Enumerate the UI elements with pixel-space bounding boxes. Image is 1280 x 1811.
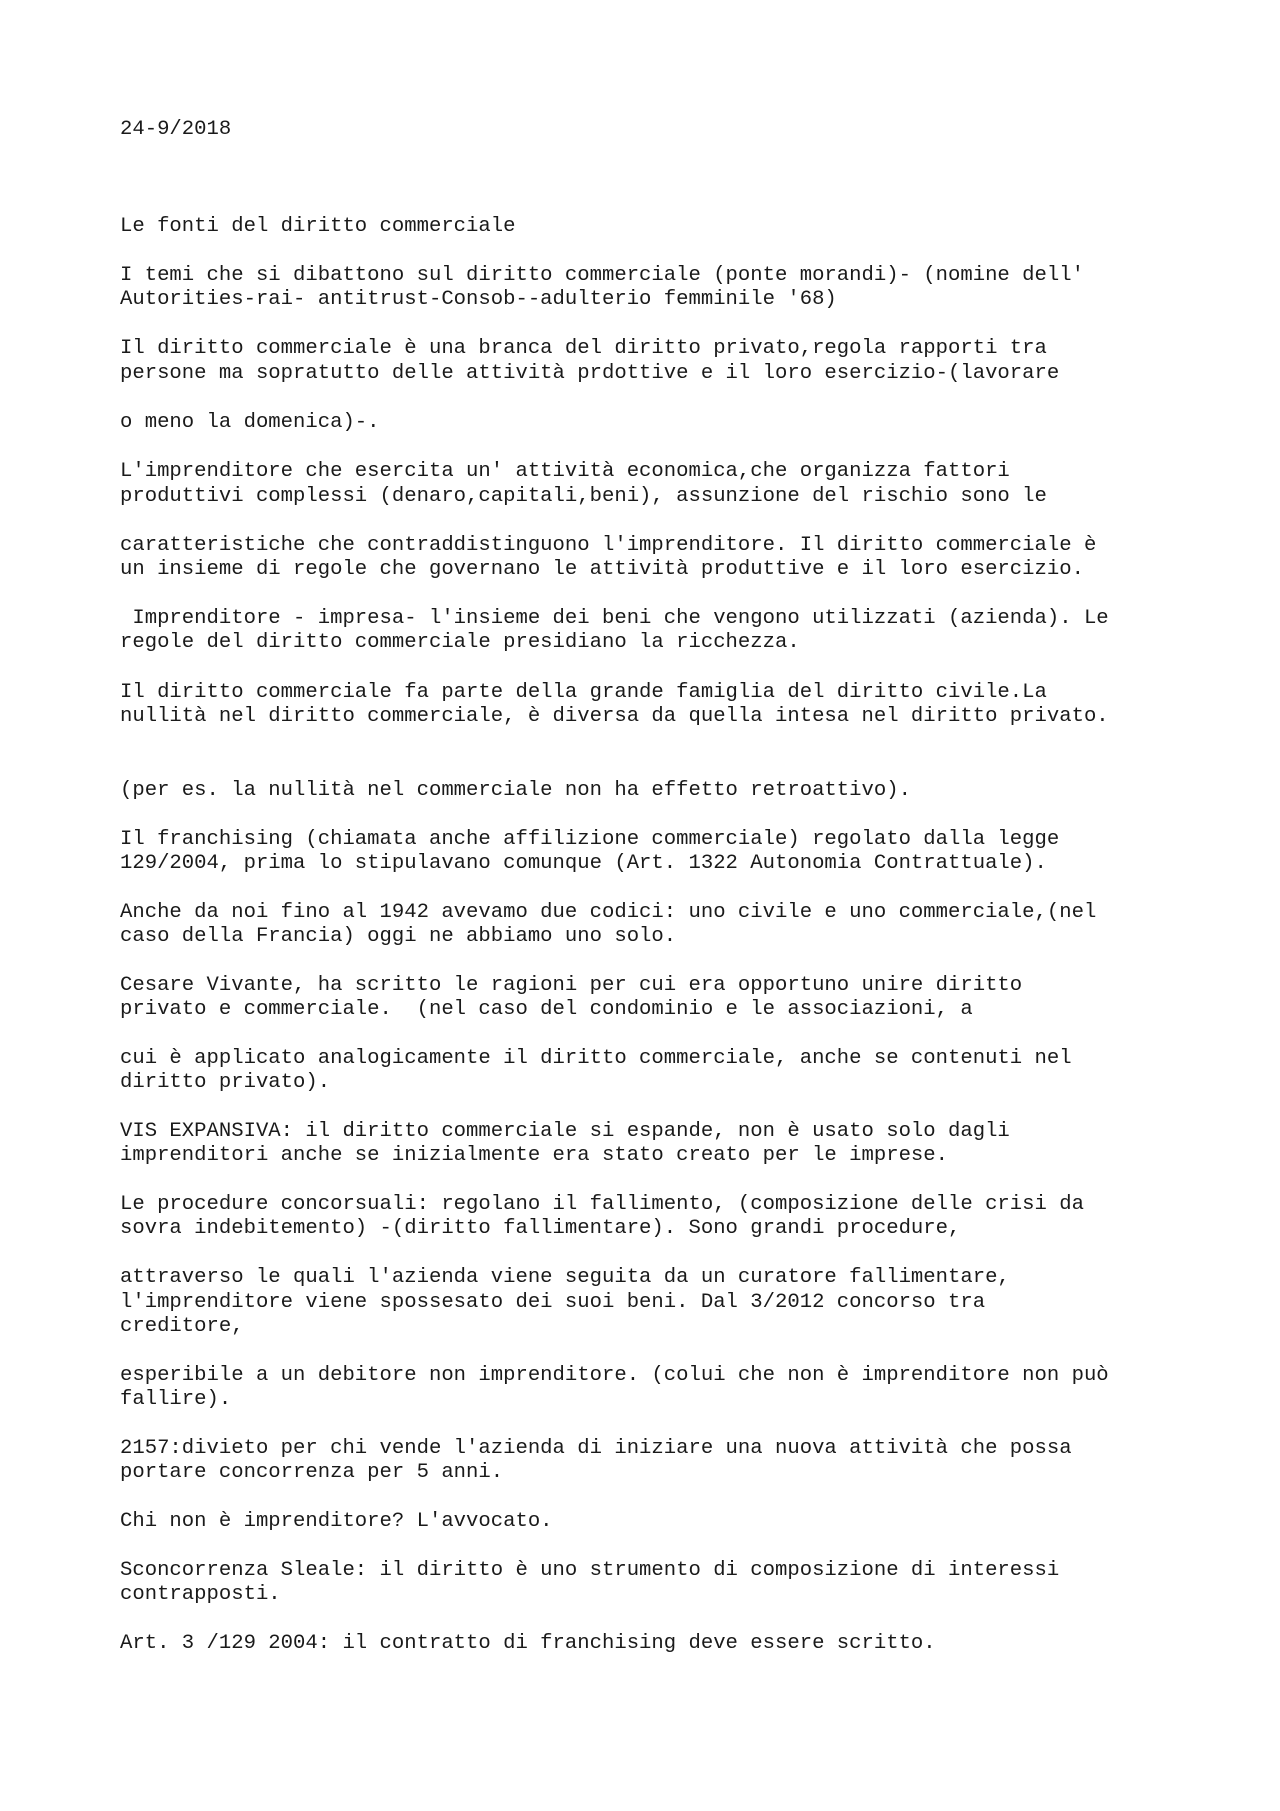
text-line: (per es. la nullità nel commerciale non ha effetto retroattivo).	[120, 779, 911, 802]
document-date: 24-9/2018	[120, 118, 232, 141]
text-line: Chi non è imprenditore? L'avvocato.	[120, 1510, 553, 1533]
text-line: portare concorrenza per 5 anni.	[120, 1461, 504, 1484]
text-line: imprenditori anche se inizialmente era stato creato per le imprese.	[120, 1144, 949, 1167]
text-line: sovra indebitemento) -(diritto fallimentare). Sono grandi procedure,	[120, 1217, 961, 1240]
text-line: o meno la domenica)-.	[120, 411, 380, 434]
text-line: Anche da noi fino al 1942 avevamo due codici: uno civile e uno commerciale,(nel	[120, 901, 1097, 924]
text-line: esperibile a un debitore non imprenditore. (colui che non è imprenditore non può	[120, 1364, 1109, 1387]
text-line: caratteristiche che contraddistinguono l'imprenditore. Il diritto commerciale è	[120, 534, 1097, 557]
text-line: L'imprenditore che esercita un' attività economica,che organizza fattori	[120, 460, 1010, 483]
text-line: Le procedure concorsuali: regolano il fallimento, (composizione delle crisi da	[120, 1193, 1084, 1216]
text-line: Il franchising (chiamata anche affilizione commerciale) regolato dalla legge	[120, 828, 1060, 851]
text-line: 129/2004, prima lo stipulavano comunque (Art. 1322 Autonomia Contrattuale).	[120, 852, 1047, 875]
text-line: caso della Francia) oggi ne abbiamo uno solo.	[120, 925, 677, 948]
text-line: Il diritto commerciale è una branca del diritto privato,regola rapporti tra	[120, 337, 1047, 360]
text-line: privato e commerciale. (nel caso del condominio e le associazioni, a	[120, 998, 973, 1021]
text-line: Imprenditore - impresa- l'insieme dei beni che vengono utilizzati (azienda). Le	[120, 607, 1109, 630]
document-title: Le fonti del diritto commerciale	[120, 215, 516, 238]
text-line: diritto privato).	[120, 1071, 331, 1094]
text-line: creditore,	[120, 1315, 244, 1338]
text-line: Autorities-rai- antitrust-Consob--adulterio femminile '68)	[120, 288, 837, 311]
text-line: Sconcorrenza Sleale: il diritto è uno strumento di composizione di interessi	[120, 1559, 1060, 1582]
text-line: contrapposti.	[120, 1583, 281, 1606]
text-line: Cesare Vivante, ha scritto le ragioni per cui era opportuno unire diritto	[120, 974, 1023, 997]
text-line: un insieme di regole che governano le attività produttive e il loro esercizio.	[120, 558, 1084, 581]
text-line: nullità nel diritto commerciale, è diversa da quella intesa nel diritto privato.	[120, 705, 1109, 728]
text-line: Art. 3 /129 2004: il contratto di franchising deve essere scritto.	[120, 1632, 936, 1655]
text-line: persone ma sopratutto delle attività prdottive e il loro esercizio-(lavorare	[120, 362, 1060, 385]
text-line: attraverso le quali l'azienda viene seguita da un curatore fallimentare,	[120, 1266, 1010, 1289]
text-line: fallire).	[120, 1388, 232, 1411]
text-line: I temi che si dibattono sul diritto commerciale (ponte morandi)- (nomine dell'	[120, 264, 1084, 287]
text-line: VIS EXPANSIVA: il diritto commerciale si espande, non è usato solo dagli	[120, 1120, 1010, 1143]
text-line: cui è applicato analogicamente il diritto commerciale, anche se contenuti nel	[120, 1047, 1072, 1070]
text-line: produttivi complessi (denaro,capitali,beni), assunzione del rischio sono le	[120, 485, 1047, 508]
text-line: regole del diritto commerciale presidiano la ricchezza.	[120, 631, 800, 654]
text-line: l'imprenditore viene spossesato dei suoi beni. Dal 3/2012 concorso tra	[120, 1291, 986, 1314]
text-line: 2157:divieto per chi vende l'azienda di iniziare una nuova attività che possa	[120, 1437, 1072, 1460]
text-line: Il diritto commerciale fa parte della grande famiglia del diritto civile.La	[120, 681, 1047, 704]
